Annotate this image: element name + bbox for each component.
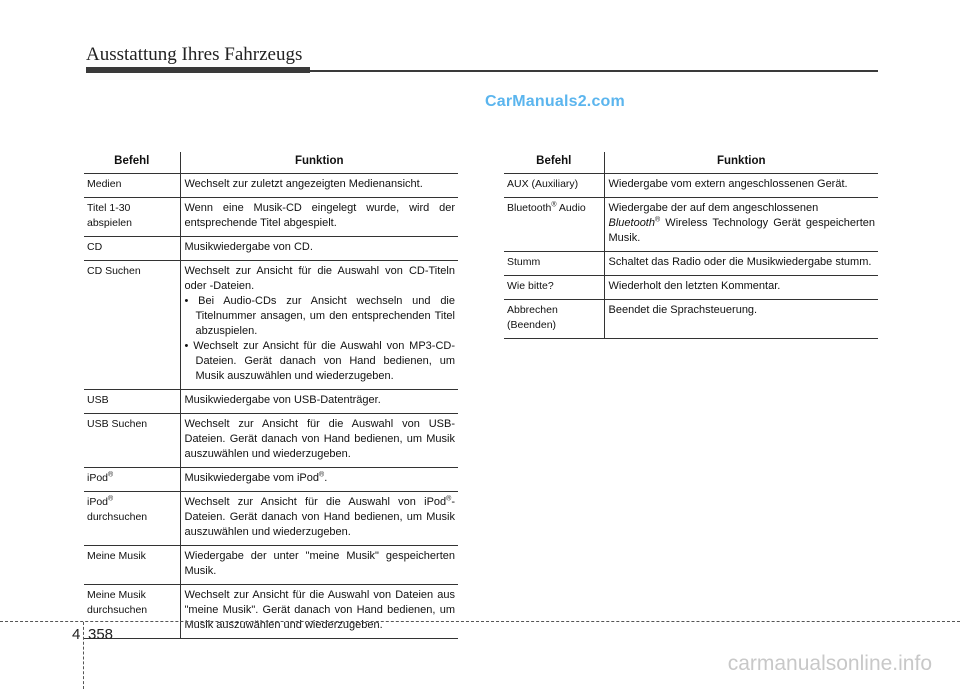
function-text: -Dateien. Gerät danach von Hand bedienen, um Musik auszuwählen und wiederzugeben. (184, 496, 455, 538)
table-row (504, 252, 878, 276)
registered-mark: ® (446, 495, 452, 503)
function-cell: Wechselt zur zuletzt angezeigten Medienansicht. (180, 174, 458, 198)
command-cell: CD Suchen (84, 261, 180, 390)
command-text: Bluetooth (507, 202, 552, 214)
registered-mark: ® (551, 201, 557, 209)
page-header-title: Ausstattung Ihres Fahrzeugs (86, 44, 303, 65)
function-cell: Schaltet das Radio oder die Musikwiedergabe stumm. (604, 252, 878, 276)
function-cell: Wiedergabe vom extern angeschlossenen Gerät. (604, 174, 878, 198)
function-cell (180, 468, 458, 492)
function-cell: Wiedergabe der unter "meine Musik" gespeicherten Musik. (180, 546, 458, 585)
function-text: Bluetooth (608, 217, 655, 229)
command-cell: USB (84, 390, 180, 414)
function-cell: Wechselt zur Ansicht für die Auswahl von USB-Dateien. Gerät danach von Hand bedienen, um Musik auszuwählen und wiederzugeben. (180, 414, 458, 468)
table-row (84, 198, 458, 237)
table-row (84, 261, 458, 390)
command-cell: Meine Musik (84, 546, 180, 585)
command-cell: Abbrechen (Beenden) (504, 300, 604, 339)
chapter-number: 4 (72, 626, 81, 643)
table-row (84, 585, 458, 639)
command-cell: Stumm (504, 252, 604, 276)
watermark-top: CarManuals2.com (485, 93, 625, 110)
command-cell: Medien (84, 174, 180, 198)
table-row (504, 300, 878, 339)
bullet-item: • Bei Audio-CDs zur Ansicht wechseln und die Titelnummer ansagen, um den entsprechenden Titel abzuspielen. (184, 295, 455, 337)
voice-command-table-left (84, 152, 458, 639)
table-header-row (84, 152, 458, 174)
command-cell (84, 468, 180, 492)
table-row (84, 237, 458, 261)
command-text: durchsuchen (87, 511, 148, 523)
table-row (84, 492, 458, 546)
bullet-item: • Wechselt zur Ansicht für die Auswahl von MP3-CD-Dateien. Gerät danach von Hand bedienen, um Musik auszuwählen und wiederzugeben. (184, 340, 455, 382)
command-text: Audio (556, 202, 586, 214)
function-text: Wiedergabe der auf dem angeschlossenen (608, 202, 819, 214)
function-cell: Musikwiedergabe von USB-Datenträger. (180, 390, 458, 414)
function-cell (604, 198, 878, 252)
function-cell: Wenn eine Musik-CD eingelegt wurde, wird der entsprechende Titel abgespielt. (180, 198, 458, 237)
command-text: iPod (87, 496, 109, 508)
voice-command-table-right (504, 152, 878, 339)
function-cell (180, 492, 458, 546)
command-text: iPod (87, 472, 109, 484)
function-cell: Beendet die Sprachsteuerung. (604, 300, 878, 339)
registered-mark: ® (108, 495, 114, 503)
column-header-function: Funktion (180, 152, 458, 174)
table-row (84, 414, 458, 468)
table-row (84, 546, 458, 585)
table-row (504, 276, 878, 300)
function-text: Wechselt zur Ansicht für die Auswahl von CD-Titeln oder -Dateien. (184, 265, 455, 292)
function-text: Wireless Technology Gerät gespeicherten Musik. (608, 217, 875, 244)
registered-mark: ® (108, 471, 114, 479)
function-cell (180, 261, 458, 390)
function-cell: Musikwiedergabe von CD. (180, 237, 458, 261)
watermark-bottom: carmanualsonline.info (727, 652, 932, 675)
function-text: Wechselt zur Ansicht für die Auswahl von iPod (184, 496, 447, 508)
header-rule (310, 70, 878, 72)
function-cell: Wechselt zur Ansicht für die Auswahl von Dateien aus "meine Musik". Gerät danach von Hand bedienen, um Musik auszuwählen und wiederzugeben. (180, 585, 458, 639)
table-row (504, 174, 878, 198)
command-cell: CD (84, 237, 180, 261)
command-cell: Titel 1-30 abspielen (84, 198, 180, 237)
footer-rule (0, 621, 960, 622)
command-cell (84, 492, 180, 546)
command-cell (504, 198, 604, 252)
header-accent-bar (86, 67, 310, 73)
function-cell: Wiederholt den letzten Kommentar. (604, 276, 878, 300)
table-row (504, 198, 878, 252)
footer-divider (83, 622, 84, 689)
table-row (84, 390, 458, 414)
column-header-command: Befehl (504, 152, 604, 174)
command-cell: AUX (Auxiliary) (504, 174, 604, 198)
command-cell: USB Suchen (84, 414, 180, 468)
column-header-command: Befehl (84, 152, 180, 174)
function-text: Musikwiedergabe vom iPod (184, 472, 320, 484)
registered-mark: ® (654, 216, 661, 224)
table-row (84, 468, 458, 492)
page-number: 358 (88, 626, 114, 643)
command-cell: Wie bitte? (504, 276, 604, 300)
column-header-function: Funktion (604, 152, 878, 174)
registered-mark: ® (319, 471, 325, 479)
table-header-row (504, 152, 878, 174)
function-text: . (324, 472, 328, 484)
command-cell: Meine Musik durchsuchen (84, 585, 180, 639)
table-row (84, 174, 458, 198)
